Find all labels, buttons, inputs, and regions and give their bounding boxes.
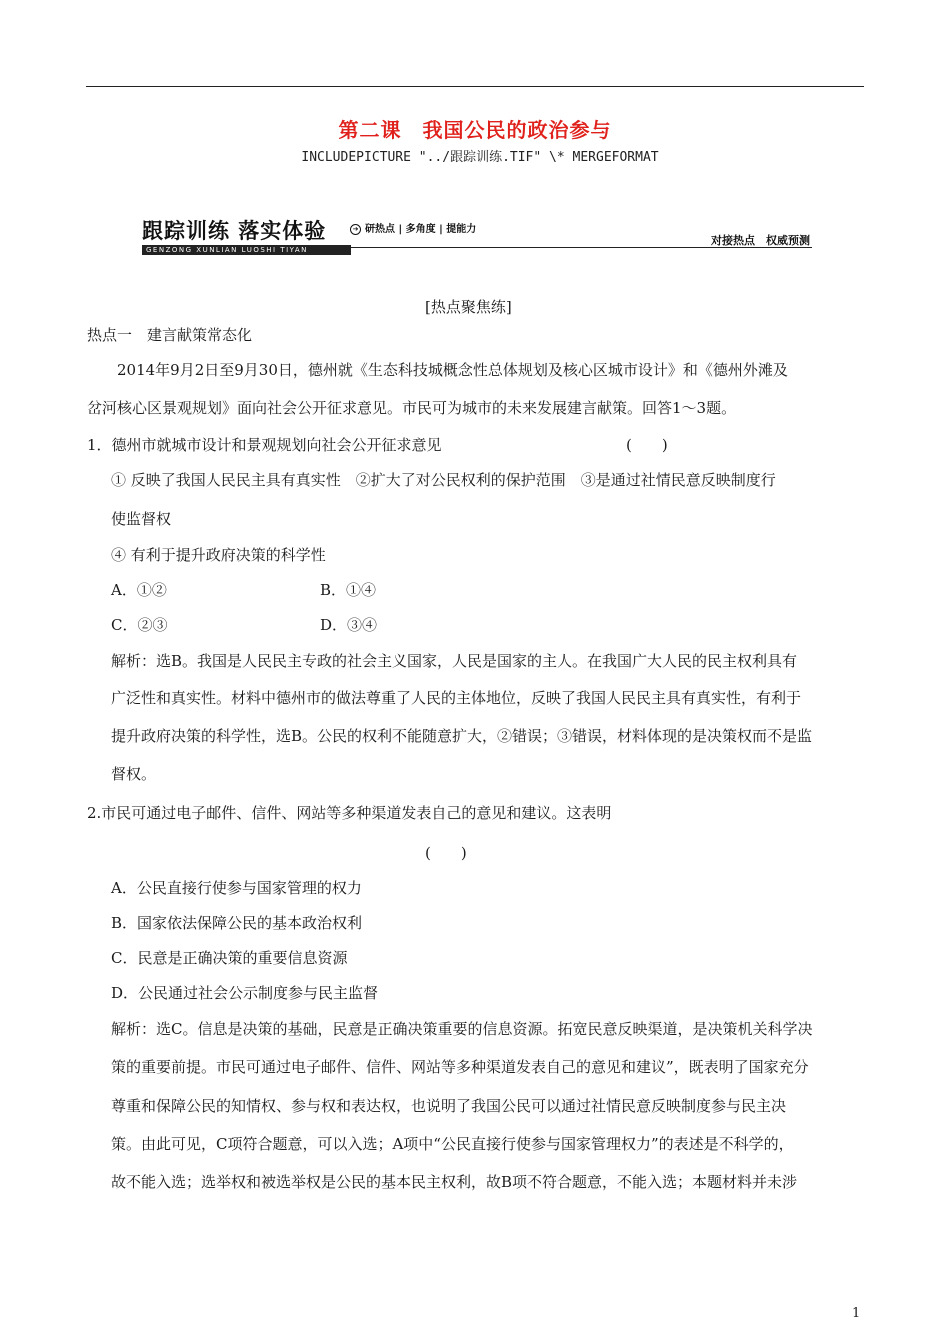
question-1-option-a: A．①②: [111, 581, 167, 599]
question-2-option-b: B．国家依法保障公民的基本政治权利: [111, 914, 363, 932]
banner-tags-text: 研热点 | 多角度 | 提能力: [365, 224, 477, 235]
question-2-bracket: ( ): [425, 844, 467, 862]
question-1-bracket: ( ): [626, 436, 668, 454]
arrow-circle-icon: ➔: [350, 224, 361, 235]
question-1-option-b: B．①④: [320, 581, 377, 599]
question-1-analysis-line: 督权。: [111, 765, 157, 783]
include-field-code: INCLUDEPICTURE "../跟踪训练.TIF" \* MERGEFORMAT: [301, 150, 659, 165]
banner-pinyin: GENZONG XUNLIAN LUOSHI TIYAN: [142, 245, 351, 255]
question-1-analysis-line: 解析：选B。我国是人民民主专政的社会主义国家，人民是国家的主人。在我国广大人民的民主权利具有: [111, 652, 798, 670]
question-2-option-a: A．公民直接行使参与国家管理的权力: [111, 879, 362, 897]
question-2-analysis-line: 解析：选C。信息是决策的基础，民意是正确决策重要的信息资源。拓宽民意反映渠道，是决策机关科学决: [111, 1020, 813, 1038]
question-1-analysis-line: 提升政府决策的科学性，选B。公民的权利不能随意扩大，②错误；③错误，材料体现的是决策权而不是监: [111, 727, 813, 745]
question-1-option-c: C．②③: [111, 616, 168, 634]
banner-right-text: 对接热点 权威预测: [711, 234, 810, 247]
question-1-item-line-2: 使监督权: [111, 510, 172, 528]
banner-tags: [350, 220, 476, 235]
question-2-stem: 2.市民可通过电子邮件、信件、网站等多种渠道发表自己的意见和建议。这表明: [87, 804, 612, 822]
question-1-option-d: D．③④: [320, 616, 378, 634]
question-2-analysis-line: 策的重要前提。市民可通过电子邮件、信件、网站等多种渠道发表自己的意见和建议”，既表明了国家充分: [111, 1058, 809, 1076]
page-title: 第二课 我国公民的政治参与: [338, 118, 612, 142]
page-number: 1: [852, 1306, 861, 1321]
hotspot-heading: 热点一 建言献策常态化: [87, 326, 253, 344]
section-banner: [142, 215, 812, 255]
question-1-analysis-line: 广泛性和真实性。材料中德州市的做法尊重了人民的主体地位，反映了我国人民民主具有真实性，有利于: [111, 689, 802, 707]
question-2-analysis-line: 故不能入选；选举权和被选举权是公民的基本民主权利，故B项不符合题意，不能入选；本题材料并未涉: [111, 1173, 798, 1191]
question-1-stem: 1．德州市就城市设计和景观规划向社会公开征求意见: [87, 436, 442, 454]
question-2-option-c: C．民意是正确决策的重要信息资源: [111, 949, 348, 967]
question-2-analysis-line: 尊重和保障公民的知情权、参与权和表达权，也说明了我国公民可以通过社情民意反映制度参与民主决: [111, 1097, 787, 1115]
material-line-2: 岔河核心区景观规划》面向社会公开征求意见。市民可为城市的未来发展建言献策。回答1～3题。: [87, 399, 737, 417]
header-rule: [86, 86, 864, 87]
question-2-analysis-line: 策。由此可见，C项符合题意，可以入选；A项中“公民直接行使参与国家管理权力”的表述是不科学的，: [111, 1135, 794, 1153]
material-line-1: 2014年9月2日至9月30日，德州就《生态科技城概念性总体规划及核心区城市设计》和《德州外滩及: [117, 361, 788, 379]
question-1-item-line-1: ① 反映了我国人民民主具有真实性 ②扩大了对公民权利的保护范围 ③是通过社情民意反映制度行: [111, 471, 776, 489]
question-1-item-line-3: ④ 有利于提升政府决策的科学性: [111, 546, 326, 564]
section-label: [热点聚焦练]: [425, 298, 512, 316]
question-2-option-d: D．公民通过社会公示制度参与民主监督: [111, 984, 379, 1002]
banner-main-text: 跟踪训练 落实体验: [142, 219, 327, 243]
